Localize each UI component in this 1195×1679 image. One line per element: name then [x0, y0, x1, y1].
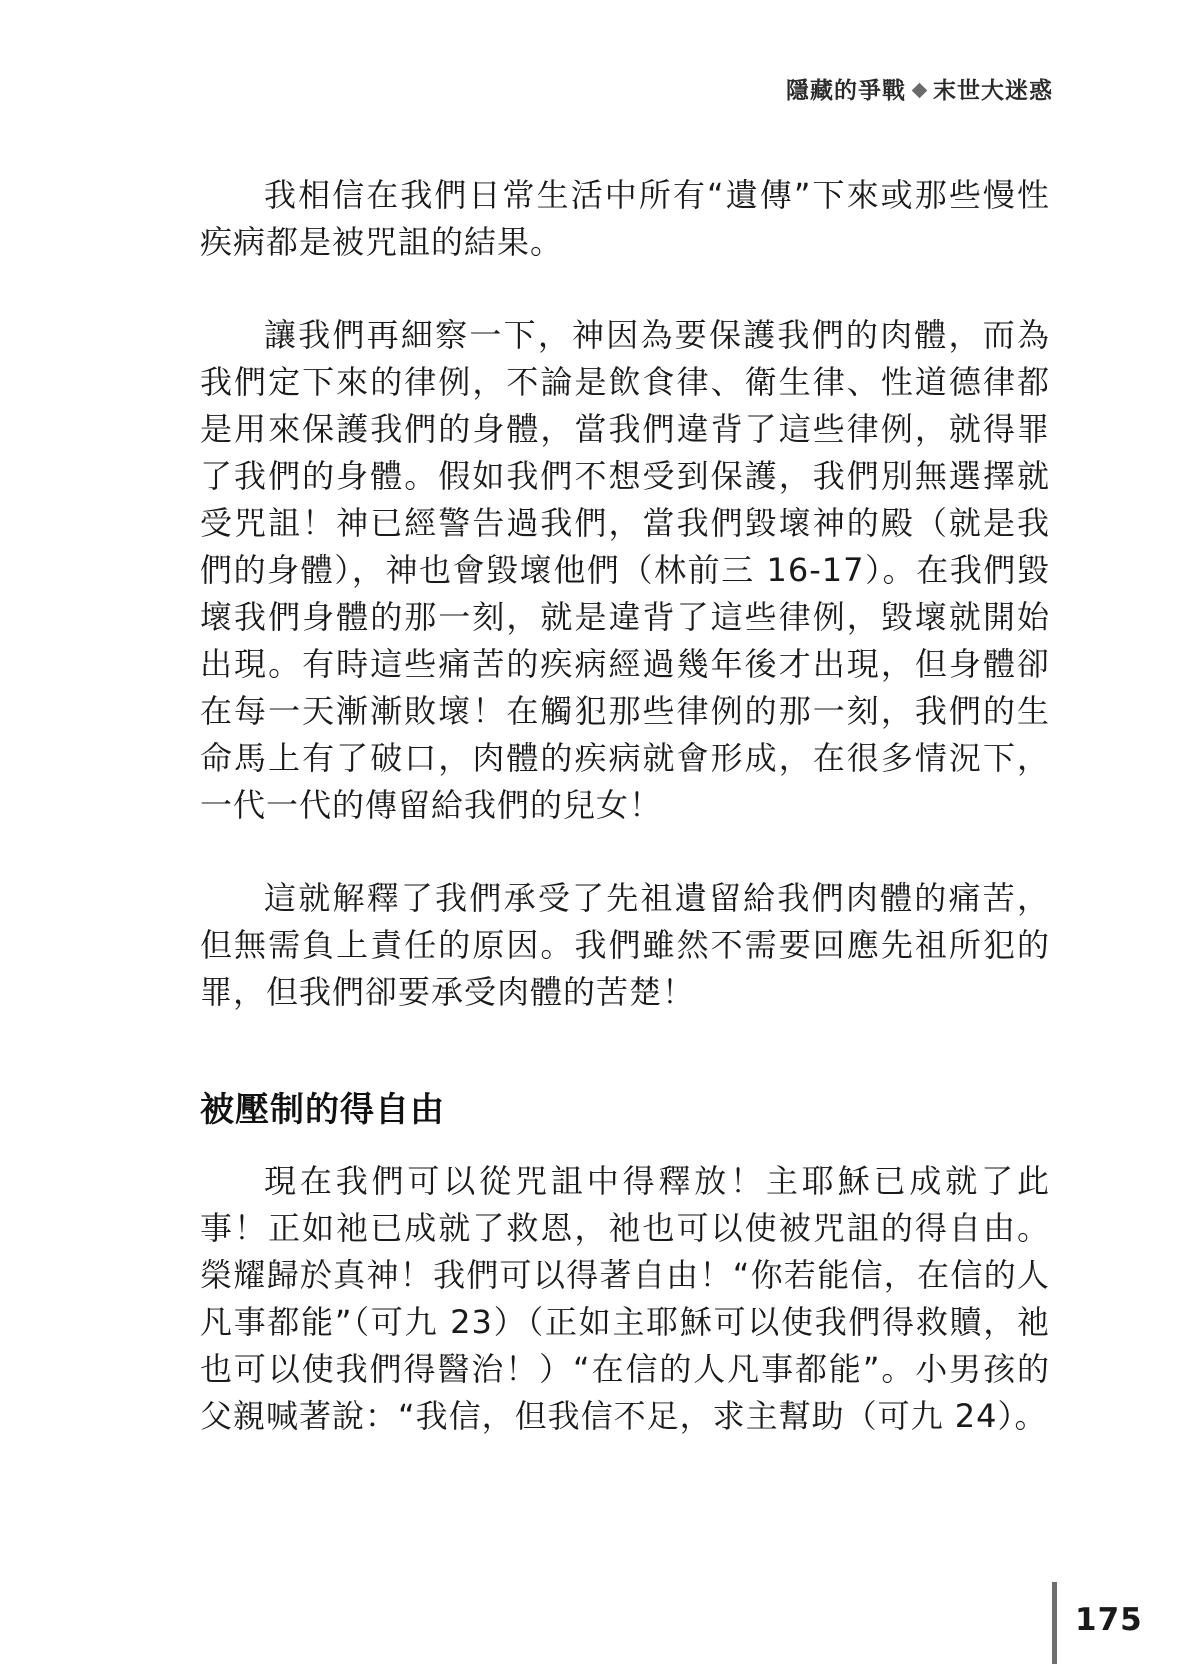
diamond-separator-icon: [912, 82, 928, 98]
running-header: [786, 72, 1053, 105]
paragraph-3: 這就解釋了我們承受了先祖遺留給我們肉體的痛苦，但無需負上責任的原因。我們雖然不需要回應先祖所犯的罪，但我們卻要承受肉體的苦楚！: [200, 879, 1050, 1011]
section-heading: 被壓制的得自由: [200, 1090, 445, 1130]
page-body: [200, 172, 1050, 1440]
section-paragraph: 現在我們可以從咒詛中得釋放！主耶穌已成就了此事！正如祂已成就了救恩，祂也可以使被咒詛的得自由。榮耀歸於真神！我們可以得著自由！“你若能信，在信的人凡事都能”（可九 23）（正如主耶穌可以使我們得救贖，祂也可以使我們得醫治！）“在信的人凡事都能”。小男孩的父親喊著說：“我信，但我信不足，求主幫助（可九 24）。: [200, 1162, 1050, 1435]
paragraph-2: 讓我們再細察一下，神因為要保護我們的肉體，而為我們定下來的律例，不論是飲食律、衛生律、性道德律都是用來保護我們的身體，當我們違背了這些律例，就得罪了我們的身體。假如我們不想受到保護，我們別無選擇就受咒詛！神已經警告過我們，當我們毀壞神的殿（就是我們的身體），神也會毀壞他們（林前三 16-17）。在我們毀壞我們身體的那一刻，就是違背了這些律例，毀壞就開始出現。有時這些痛苦的疾病經過幾年後才出現，但身體卻在每一天漸漸敗壞！在觸犯那些律例的那一刻，我們的生命馬上有了破口，肉體的疾病就會形成，在很多情況下，一代一代的傳留給我們的兒女！: [200, 316, 1050, 824]
page-number: 175: [1075, 1602, 1143, 1638]
paragraph-1: 我相信在我們日常生活中所有“遺傳”下來或那些慢性疾病都是被咒詛的結果。: [200, 176, 1050, 261]
book-subtitle: 末世大迷惑: [933, 78, 1053, 104]
book-title: 隱藏的爭戰: [786, 78, 906, 104]
page-number-rule: [1052, 1582, 1057, 1664]
